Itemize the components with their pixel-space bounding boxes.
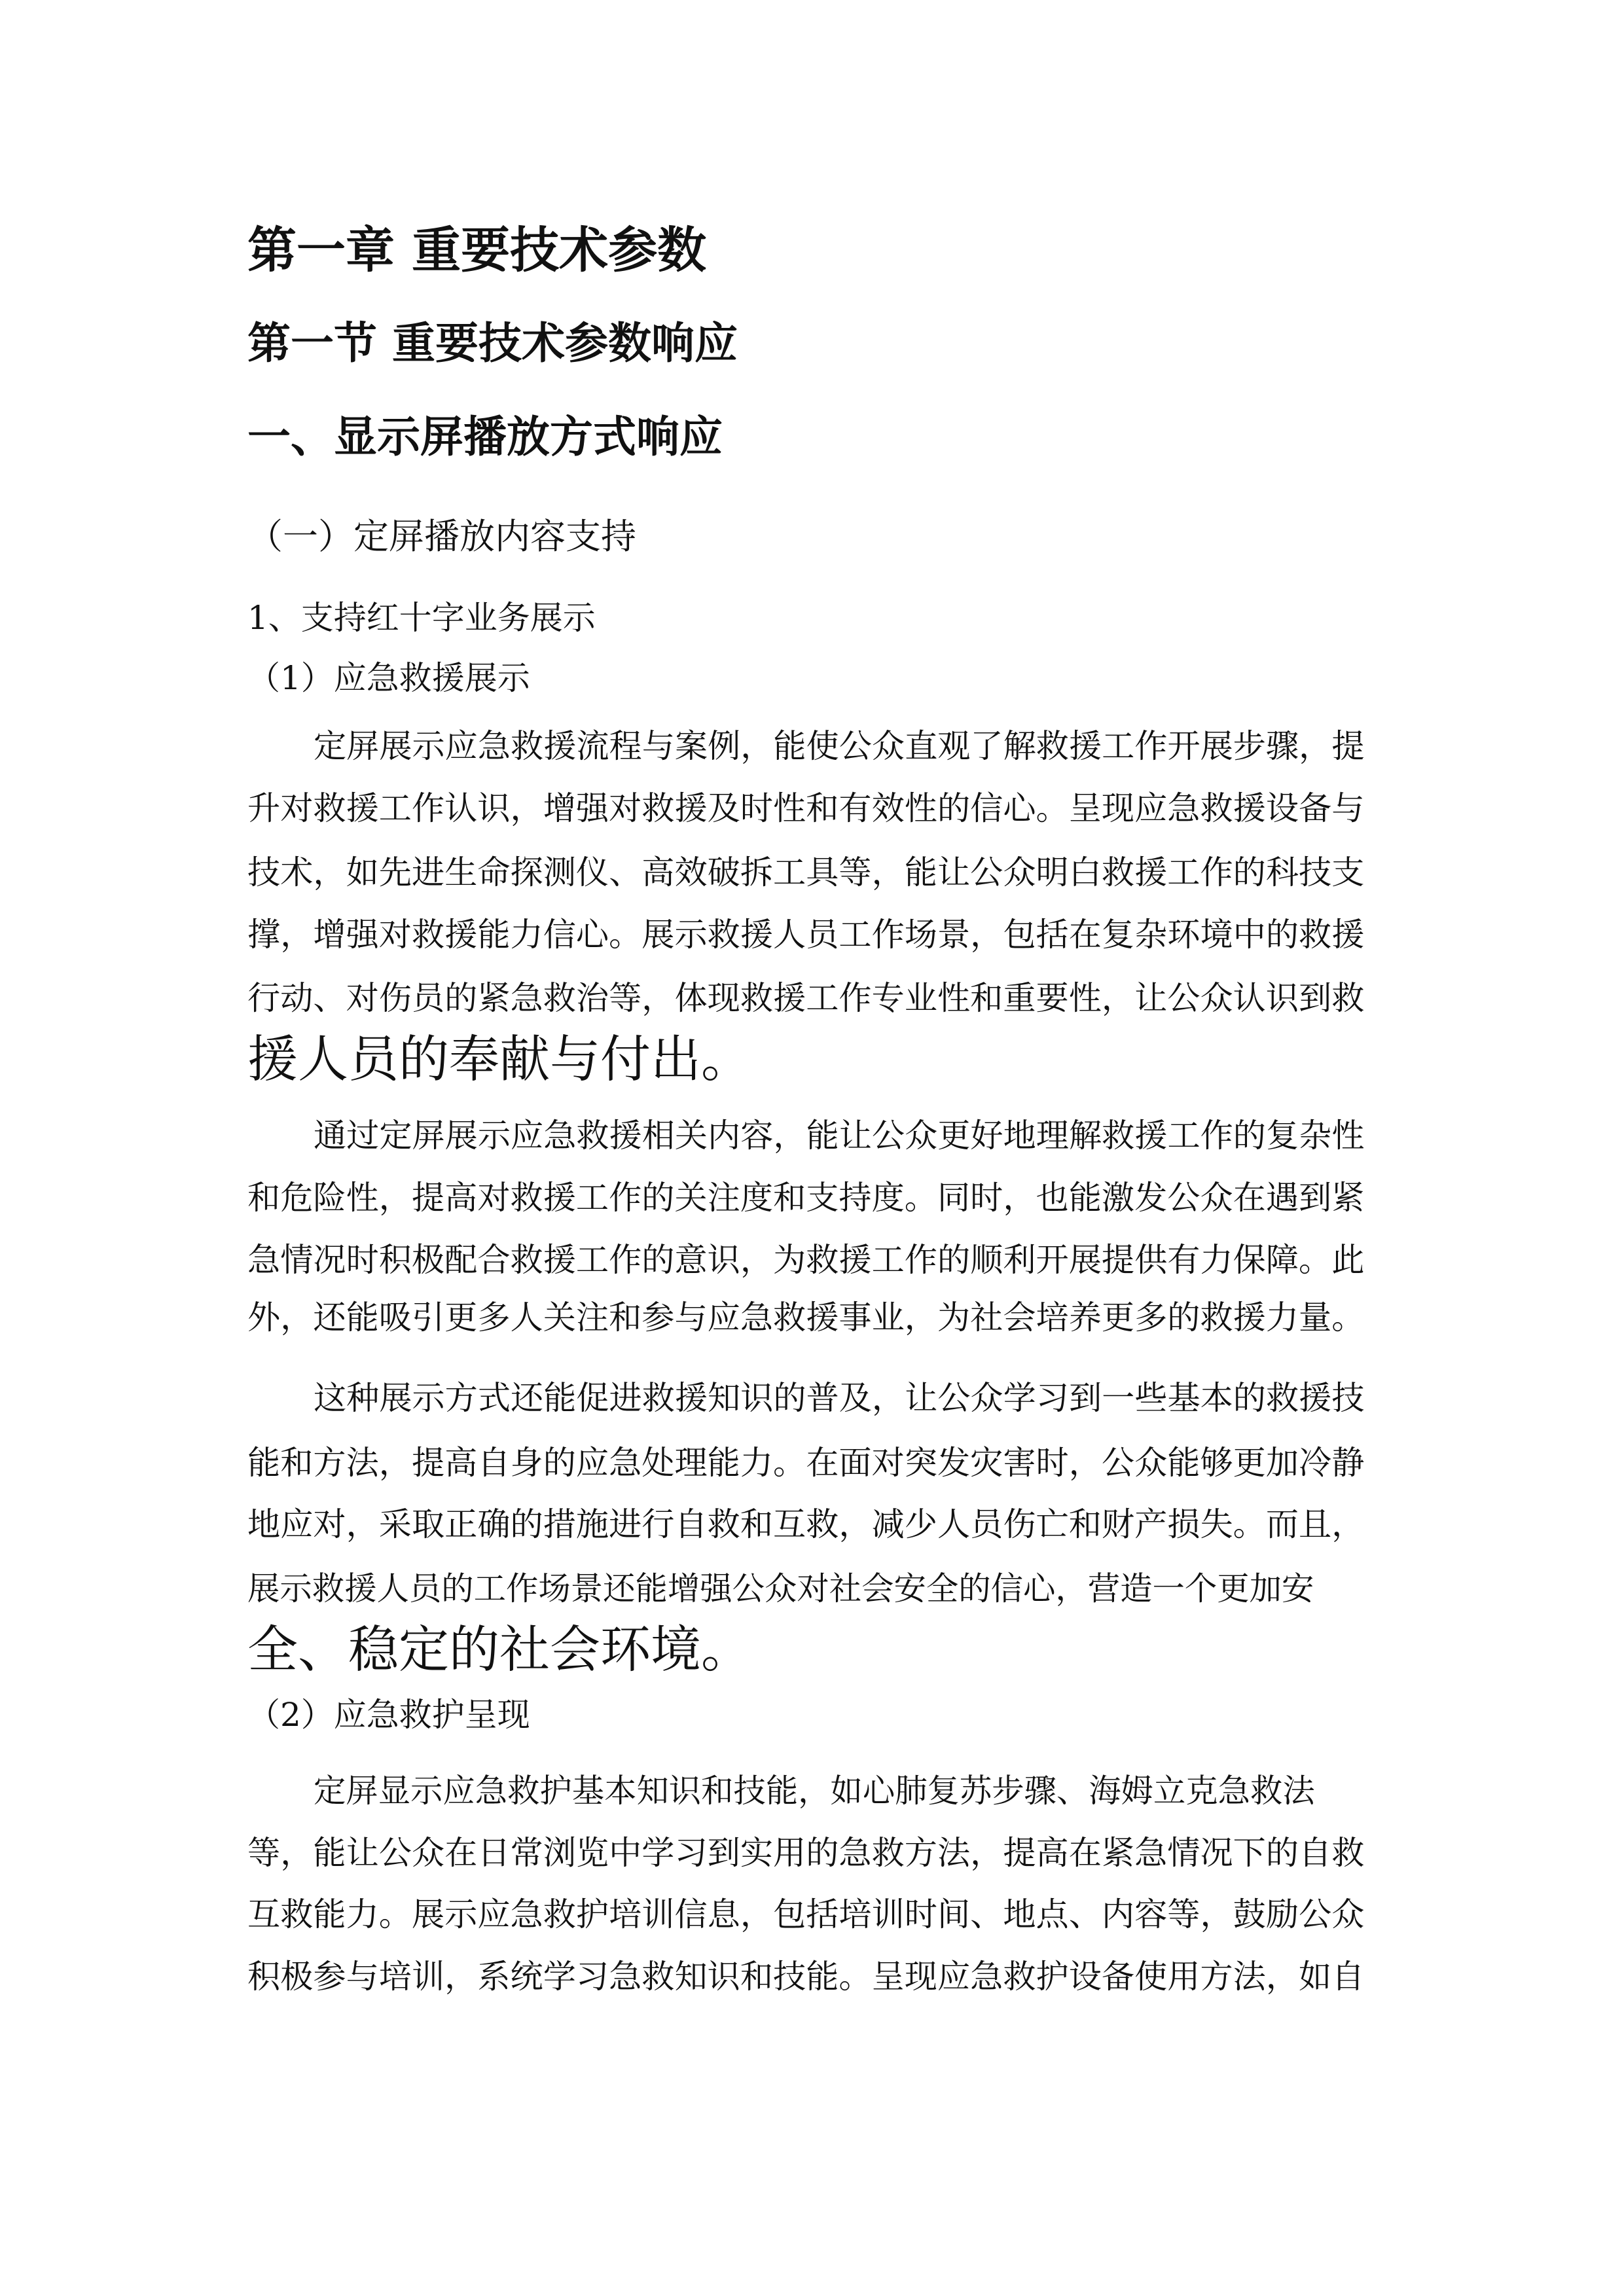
- text-line: 全、稳定的社会环境。: [247, 1621, 751, 1679]
- text-line: 技术，如先进生命探测仪、高效破拆工具等，能让公众明白救援工作的科技支: [247, 853, 1365, 891]
- text-line: 这种展示方式还能促进救援知识的普及，让公众学习到一些基本的救援技: [314, 1378, 1365, 1417]
- subsubsection-title: （一）定屏播放内容支持: [247, 516, 636, 557]
- subsection-title: 一、显示屏播放方式响应: [247, 411, 723, 462]
- text-line: 定屏展示应急救援流程与案例，能使公众直观了解救援工作开展步骤，提: [314, 726, 1365, 765]
- sub-1-title: （1）应急救援展示: [247, 659, 530, 697]
- sub-2-title: （2）应急救护呈现: [247, 1696, 530, 1734]
- text-line: 地应对，采取正确的措施进行自救和互救，减少人员伤亡和财产损失。而且，: [247, 1505, 1365, 1543]
- text-line: 外，还能吸引更多人关注和参与应急救援事业，为社会培养更多的救援力量。: [247, 1298, 1365, 1336]
- text-line: 急情况时积极配合救援工作的意识，为救援工作的顺利开展提供有力保障。此: [247, 1240, 1365, 1279]
- text-line: 积极参与培训，系统学习急救知识和技能。呈现应急救护设备使用方法，如自: [247, 1957, 1365, 1996]
- text-line: 和危险性，提高对救援工作的关注度和支持度。同时，也能激发公众在遇到紧: [247, 1178, 1365, 1217]
- text-line: 等，能让公众在日常浏览中学习到实用的急救方法，提高在紧急情况下的自救: [247, 1833, 1365, 1872]
- text-line: 撑，增强对救援能力信心。展示救援人员工作场景，包括在复杂环境中的救援: [247, 915, 1365, 954]
- item-1-title: 1、支持红十字业务展示: [247, 599, 596, 637]
- text-line: 升对救援工作认识，增强对救援及时性和有效性的信心。呈现应急救援设备与: [247, 789, 1365, 827]
- text-line: 援人员的奉献与付出。: [247, 1031, 751, 1089]
- text-line: 定屏显示应急救护基本知识和技能，如心肺复苏步骤、海姆立克急救法: [314, 1772, 1315, 1810]
- text-line: 展示救援人员的工作场景还能增强公众对社会安全的信心，营造一个更加安: [247, 1570, 1314, 1607]
- section-title: 第一节 重要技术参数响应: [247, 317, 738, 368]
- text-line: 互救能力。展示应急救护培训信息，包括培训时间、地点、内容等，鼓励公众: [247, 1895, 1365, 1933]
- chapter-title: 第一章 重要技术参数: [247, 221, 707, 279]
- text-line: 行动、对伤员的紧急救治等，体现救援工作专业性和重要性，让公众认识到救: [247, 978, 1365, 1017]
- text-line: 能和方法，提高自身的应急处理能力。在面对突发灾害时，公众能够更加冷静: [247, 1443, 1365, 1482]
- text-line: 通过定屏展示应急救援相关内容，能让公众更好地理解救援工作的复杂性: [314, 1116, 1365, 1155]
